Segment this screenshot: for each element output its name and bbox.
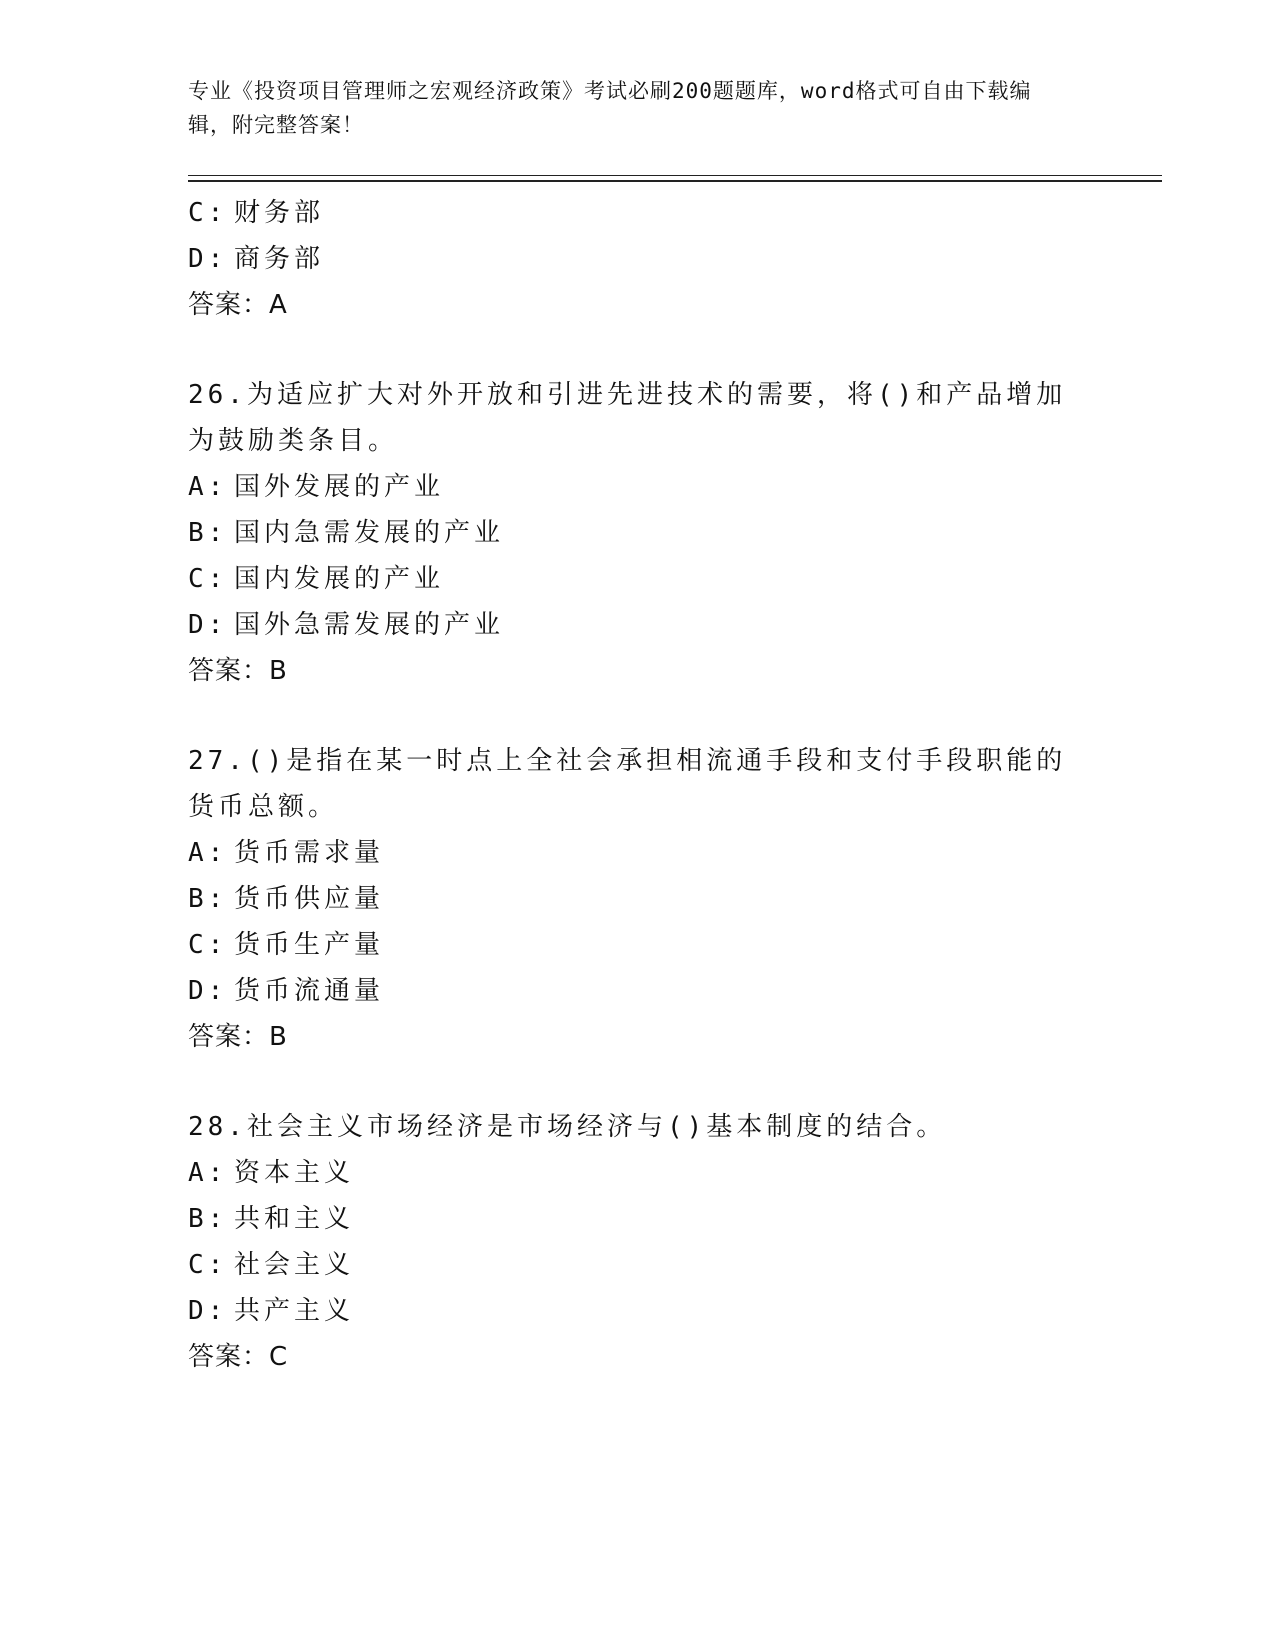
- option-text: 财务部: [234, 198, 325, 228]
- question-block: [188, 1104, 1088, 1380]
- option-text: 国外发展的产业: [234, 472, 445, 502]
- option-row: [188, 922, 1088, 968]
- option-text: 社会主义: [234, 1250, 355, 1280]
- option-row: [188, 1150, 1088, 1196]
- option-key: C:: [188, 930, 228, 960]
- option-row: [188, 602, 1088, 648]
- option-key: D:: [188, 976, 228, 1006]
- question-stem: 28.社会主义市场经济是市场经济与()基本制度的结合。: [188, 1112, 947, 1142]
- option-row: [188, 190, 1088, 236]
- option-row: [188, 1242, 1088, 1288]
- spacer: [188, 328, 1088, 372]
- spacer: [188, 1060, 1088, 1104]
- document-header: 专业《投资项目管理师之宏观经济政策》考试必刷200题题库，word格式可自由下载编辑，附完整答案！: [188, 79, 1032, 137]
- option-text: 共产主义: [234, 1296, 355, 1326]
- option-text: 共和主义: [234, 1204, 355, 1234]
- option-key: B:: [188, 518, 228, 548]
- answer-line: 答案：A: [188, 290, 288, 320]
- question-block: [188, 738, 1088, 1060]
- option-text: 国内发展的产业: [234, 564, 445, 594]
- option-text: 货币流通量: [234, 976, 385, 1006]
- header-divider-thick: [188, 180, 1162, 182]
- option-row: [188, 236, 1088, 282]
- option-key: A:: [188, 838, 228, 868]
- answer-line: 答案：B: [188, 656, 288, 686]
- answer-line: 答案：C: [188, 1342, 289, 1372]
- question-block: [188, 372, 1088, 694]
- option-row: [188, 1196, 1088, 1242]
- previous-question-tail: [188, 190, 1088, 328]
- question-stem: 26.为适应扩大对外开放和引进先进技术的需要，将()和产品增加为鼓励类条目。: [188, 380, 1067, 456]
- option-key: D:: [188, 244, 228, 274]
- answer-line: 答案：B: [188, 1022, 288, 1052]
- option-row: [188, 464, 1088, 510]
- option-key: C:: [188, 1250, 228, 1280]
- question-stem: 27.()是指在某一时点上全社会承担相流通手段和支付手段职能的货币总额。: [188, 746, 1067, 822]
- option-text: 货币生产量: [234, 930, 385, 960]
- option-key: A:: [188, 1158, 228, 1188]
- option-key: B:: [188, 1204, 228, 1234]
- option-key: D:: [188, 1296, 228, 1326]
- option-row: [188, 1288, 1088, 1334]
- option-key: C:: [188, 198, 228, 228]
- option-row: [188, 830, 1088, 876]
- option-text: 货币需求量: [234, 838, 385, 868]
- option-key: D:: [188, 610, 228, 640]
- option-row: [188, 968, 1088, 1014]
- option-text: 货币供应量: [234, 884, 385, 914]
- option-key: C:: [188, 564, 228, 594]
- question-list: [188, 190, 1088, 1380]
- option-text: 商务部: [234, 244, 325, 274]
- option-row: [188, 510, 1088, 556]
- option-row: [188, 876, 1088, 922]
- option-text: 国内急需发展的产业: [234, 518, 505, 548]
- spacer: [188, 694, 1088, 738]
- option-text: 资本主义: [234, 1158, 355, 1188]
- option-text: 国外急需发展的产业: [234, 610, 505, 640]
- option-key: B:: [188, 884, 228, 914]
- header-divider-thin: [188, 175, 1162, 176]
- option-key: A:: [188, 472, 228, 502]
- option-row: [188, 556, 1088, 602]
